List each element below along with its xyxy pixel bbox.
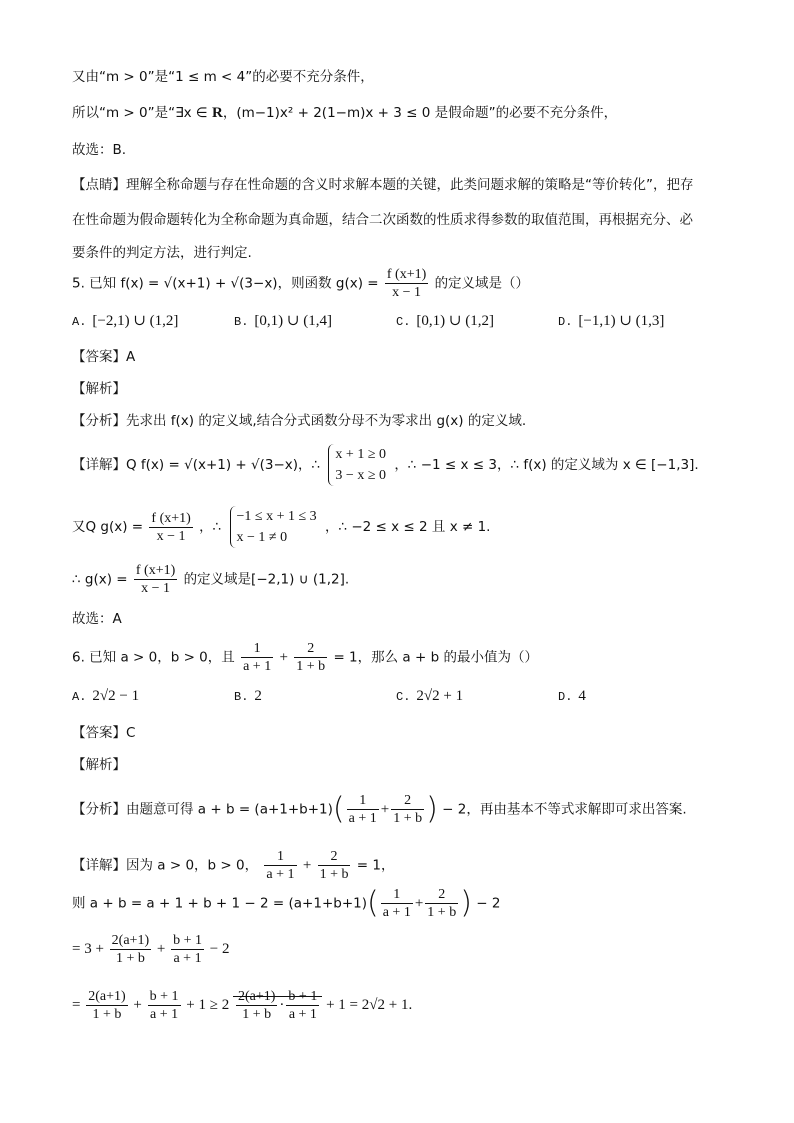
text-line: 所以“m > 0”是“∃x ∈ R，(m−1)x² + 2(1−m)x + 3 ≤ 0 是假命题”的必要不充分条件， xyxy=(72,105,618,121)
text-line: 则 a + b = a + 1 + b + 1 − 2 = (a+1+b+1)( $\frac{1}{a + 1}$ + $\frac{2}{1 + b}$ ) − 2 xyxy=(72,885,501,921)
fraction: $\frac{b + 1}{a + 1}$ xyxy=(173,933,202,966)
fraction: $\frac{b + 1}{a + 1}$ xyxy=(149,989,179,1022)
answer-label: 【答案】A xyxy=(72,349,136,365)
text-line: 又由“m > 0”是“1 ≤ m < 4”的必要不充分条件， xyxy=(72,69,374,85)
text-line: 【点睛】理解全称命题与存在性命题的含义时求解本题的关键，此类问题求解的策略是“等价转化”，把存 xyxy=(72,177,694,193)
text-line: 在性命题为假命题转化为全称命题为真命题，结合二次函数的性质求得参数的取值范围，再根据充分、必 xyxy=(72,212,693,228)
fraction: $\frac{2(a+1)}{1 + b}$ xyxy=(237,989,276,1022)
option-b: B. [0,1) ∪ (1,4] xyxy=(234,313,332,329)
fraction: $\frac{f (x+1)}{x - 1}$ xyxy=(386,267,427,300)
fraction: $\frac{f (x+1)}{x - 1}$ xyxy=(151,510,191,544)
fraction: $\frac{f (x+1)}{x - 1}$ xyxy=(135,563,176,596)
fraction: $\frac{2}{1 + b}$ xyxy=(319,849,349,882)
square-root: $\frac{2(a+1)}{1 + b}$ · $\frac{b + 1}{a + 1}$ xyxy=(233,996,322,1013)
text-line: = 3 + $\frac{2(a+1)}{1 + b}$ + $\frac{b + 1}{a + 1}$ − 2 xyxy=(72,933,230,966)
fraction: $\frac{2}{1 + b}$ xyxy=(427,887,457,920)
text-line: ∴ g(x) = $\frac{f (x+1)}{x - 1}$ 的定义域是[−2,1) ∪ (1,2]. xyxy=(72,563,350,596)
fraction: $\frac{2(a+1)}{1 + b}$ xyxy=(88,989,126,1022)
question-5: 5. 已知 f(x) = √(x+1) + √(3−x)，则函数 g(x) = $\frac{f (x+1)}{x - 1}$ 的定义域是（） xyxy=(72,267,530,300)
fraction: $\frac{2(a+1)}{1 + b}$ xyxy=(111,933,150,966)
option-b: B. 2 xyxy=(234,688,262,704)
option-c: C. 2√2 + 1 xyxy=(396,688,464,704)
fraction: $\frac{b + 1}{a + 1}$ xyxy=(288,989,318,1022)
analysis-label: 【解析】 xyxy=(72,757,126,773)
text-line: 故选：A xyxy=(72,611,122,627)
option-a: A. [−2,1) ∪ (1,2] xyxy=(72,313,179,329)
fraction: $\frac{2}{1 + b}$ xyxy=(393,793,423,826)
fraction: $\frac{1}{a + 1}$ xyxy=(348,793,377,826)
text-line: 【详解】因为 a > 0，b > 0， $\frac{1}{a + 1}$ + $\frac{2}{1 + b}$ = 1， xyxy=(72,849,395,882)
equation-system: −1 ≤ x + 1 ≤ 3 x − 1 ≠ 0 xyxy=(230,506,317,548)
question-6: 6. 已知 a > 0，b > 0，且 $\frac{1}{a + 1}$ + $\frac{2}{1 + b}$ = 1，那么 a + b 的最小值为（） xyxy=(72,641,538,674)
fraction: $\frac{2}{1 + b}$ xyxy=(296,641,326,674)
analysis-label: 【解析】 xyxy=(72,381,126,397)
text-line: 【分析】由题意可得 a + b = (a+1+b+1)( $\frac{1}{a + 1}$ + $\frac{2}{1 + b}$ ) − 2，再由基本不等式求解即可求出答案. xyxy=(72,791,687,827)
fraction: $\frac{1}{a + 1}$ xyxy=(266,849,295,882)
text-line: 【分析】先求出 f(x) 的定义域,结合分式函数分母不为零求出 g(x) 的定义域. xyxy=(72,413,527,429)
text-line: = $\frac{2(a+1)}{1 + b}$ + $\frac{b + 1}{a + 1}$ + 1 ≥ 2 $\frac{2(a+1)}{1 + b}$ · $\frac{b + 1}{a + 1}$ + 1 = 2√2 + 1. xyxy=(72,989,413,1022)
option-c: C. [0,1) ∪ (1,2] xyxy=(396,313,494,329)
equation-system: x + 1 ≥ 0 3 − x ≥ 0 xyxy=(328,444,386,486)
text-line: 要条件的判定方法，进行判定. xyxy=(72,245,252,261)
option-a: A. 2√2 − 1 xyxy=(72,688,140,704)
option-d: D. [−1,1) ∪ (1,3] xyxy=(558,313,665,329)
text-line: 又Q g(x) = $\frac{f (x+1)}{x - 1}$ ，∴ −1 ≤ x + 1 ≤ 3 x − 1 ≠ 0 ，∴ −2 ≤ x ≤ 2 且 x ≠ 1. xyxy=(72,506,754,548)
text-line: 【详解】Q f(x) = √(x+1) + √(3−x)，∴ x + 1 ≥ 0 3 − x ≥ 0 ，∴ −1 ≤ x ≤ 3，∴ f(x) 的定义域为 x ∈ [−1,3]. xyxy=(72,444,754,486)
option-d: D. 4 xyxy=(558,688,586,704)
fraction: $\frac{1}{a + 1}$ xyxy=(243,641,272,674)
text-line: 故选：B. xyxy=(72,142,127,158)
answer-label: 【答案】C xyxy=(72,725,136,741)
fraction: $\frac{1}{a + 1}$ xyxy=(382,887,411,920)
